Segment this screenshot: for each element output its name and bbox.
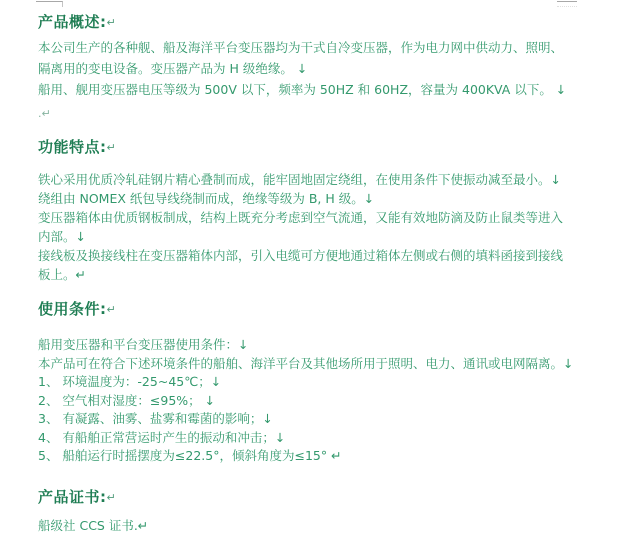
text-line: 船用变压器和平台变压器使用条件：↓ (38, 337, 249, 352)
paragraph-usage-conditions (38, 336, 591, 466)
paragraph-product-overview (38, 37, 591, 100)
paragraph-certificates (38, 516, 591, 535)
text-line: 本公司生产的各种舰、船及海洋平台变压器均为干式自冷变压器，作为电力网中供动力、照明、 (38, 40, 564, 55)
text-line: 本产品可在符合下述环境条件的船舶、海洋平台及其他场所用于照明、电力、通讯或电网隔离。↓ (38, 355, 574, 371)
heading-text: 功能特点: (38, 138, 107, 156)
paragraph-mark-icon: ↵ (106, 16, 116, 29)
paragraph-mark-icon: ↵ (106, 490, 116, 504)
section-heading-certificates (38, 487, 591, 508)
paragraph-features (38, 170, 591, 284)
paragraph-mark-icon: ↵ (106, 141, 116, 154)
section-heading-usage-conditions (38, 299, 591, 320)
text-line: 隔离用的变电设备。变压器产品为 H 级绝缘。 ↓ (38, 61, 308, 76)
section-heading-features (38, 137, 591, 158)
list-item-5: 5、 船舶运行时摇摆度为≤22.5°，倾斜角度为≤15° ↵ (38, 448, 342, 463)
list-item-1: 1、 环境温度为：-25~45℃；↓ (38, 374, 222, 389)
paragraph-mark-icon: ↵ (106, 303, 116, 316)
heading-text: 使用条件: (38, 300, 107, 318)
text-line: 船用、舰用变压器电压等级为 500V 以下，频率为 50HZ 和 60HZ，容量为 400KVA 以下。 ↓ (38, 82, 567, 97)
empty-paragraph-mark: .↵ (38, 107, 51, 120)
text-line: 接线板及换接线柱在变压器箱体内部，引入电缆可方便地通过箱体左侧或右侧的填料函接到接线 (38, 248, 564, 263)
list-item-4: 4、 有船舶正常营运时产生的振动和冲击；↓ (38, 429, 286, 445)
text-line: 铁心采用优质冷轧硅钢片精心叠制而成，能牢固地固定绕组，在使用条件下使振动减至最小。↓ (38, 172, 561, 187)
heading-text: 产品证书: (38, 487, 107, 506)
text-line: 内部。↓ (38, 229, 86, 244)
section-heading-product-overview (38, 12, 591, 33)
heading-text: 产品概述: (38, 13, 107, 31)
list-item-3: 3、 有凝露、油雾、盐雾和霉菌的影响；↓ (38, 411, 273, 426)
text-line: 板上。↵ (38, 267, 86, 282)
text-line: 绕组由 NOMEX 纸包导线绕制而成，绝缘等级为 B, H 级。↓ (38, 191, 375, 206)
table-border-fragment-left (36, 1, 63, 7)
list-item-2: 2、 空气相对湿度：≤95%； ↓ (38, 392, 216, 408)
text-line: 变压器箱体由优质钢板制成，结构上既充分考虑到空气流通，又能有效地防滴及防止鼠类等进入 (38, 210, 564, 225)
text-line: 船级社 CCS 证书.↵ (38, 517, 149, 533)
table-border-fragment-right (557, 1, 577, 7)
